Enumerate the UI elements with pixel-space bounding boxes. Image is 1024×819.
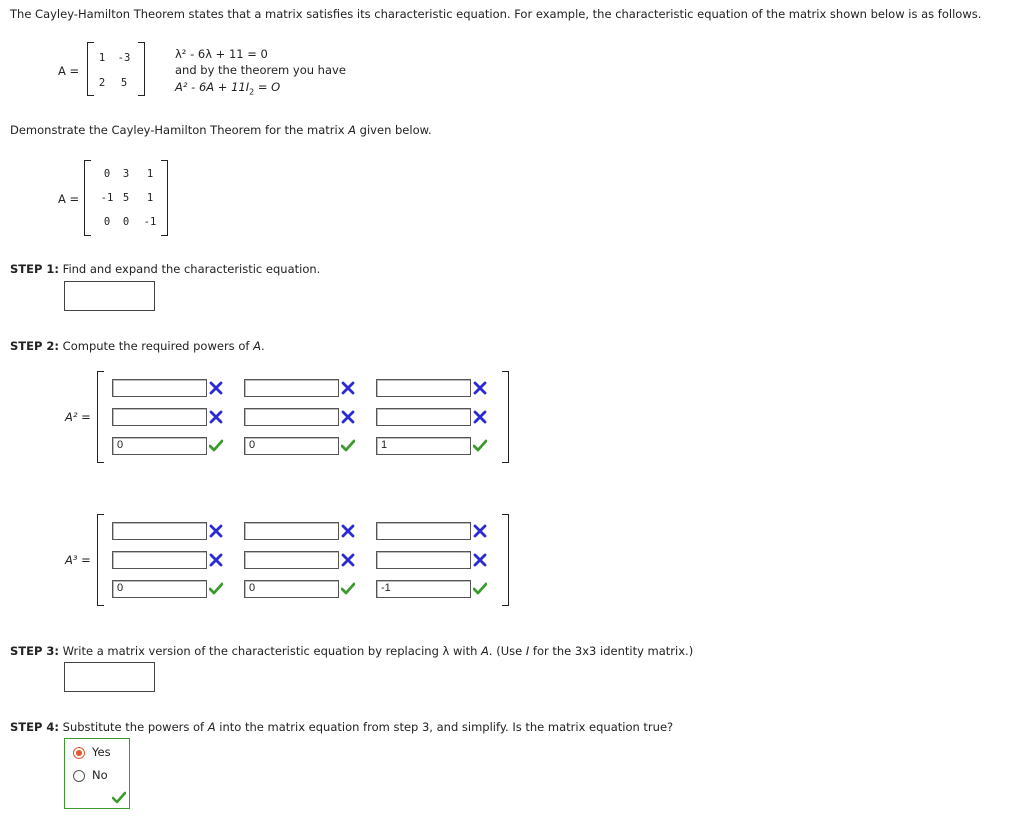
demo-text <box>10 123 432 137</box>
demo-cell: 5 <box>122 192 130 204</box>
a3-input[interactable] <box>376 522 471 540</box>
a2-input[interactable] <box>112 379 207 397</box>
a3-label: A³ = <box>65 553 91 567</box>
step2-text-suffix: . <box>260 339 265 353</box>
step2-title: STEP 2: <box>10 339 60 353</box>
example-char-eq: λ² - 6λ + 11 = 0 <box>175 47 268 61</box>
step2-heading <box>10 339 265 353</box>
bracket-left <box>84 160 91 236</box>
step1-text: Find and expand the characteristic equation. <box>62 262 321 276</box>
step2-text: Compute the required powers of <box>62 339 254 353</box>
step3-text: Write a matrix version of the characteristic equation by replacing λ with <box>62 644 482 658</box>
a2-bracket-left <box>97 371 104 463</box>
x-icon <box>209 524 223 538</box>
example-matrix-eq <box>175 80 280 96</box>
step3-answer-box[interactable] <box>64 662 155 692</box>
a3-input[interactable]: -1 <box>376 580 471 598</box>
example-matrix-eq-end: = O <box>254 80 281 94</box>
example-cell: 2 <box>98 77 106 89</box>
example-matrix-eq-main: A² - 6A + 11I <box>175 80 250 94</box>
demo-text-var: A <box>348 123 357 137</box>
a2-input[interactable] <box>112 408 207 426</box>
a2-input[interactable] <box>244 408 339 426</box>
demo-text-suffix: given below. <box>356 123 432 137</box>
radio-no[interactable] <box>73 770 85 782</box>
demo-cell: -1 <box>100 192 114 204</box>
x-icon <box>473 410 487 424</box>
demo-cell: 1 <box>146 168 154 180</box>
step4-title: STEP 4: <box>10 720 60 734</box>
x-icon <box>209 553 223 567</box>
check-icon <box>112 791 126 805</box>
x-icon <box>341 553 355 567</box>
radio-yes[interactable] <box>73 747 85 759</box>
step4-text-var: A <box>207 720 216 734</box>
step3-text-var2: I <box>525 644 530 658</box>
step4-answer-box <box>64 738 130 809</box>
check-icon <box>209 582 223 596</box>
step4-text: Substitute the powers of <box>62 720 208 734</box>
a2-input[interactable]: 0 <box>112 437 207 455</box>
a3-input[interactable] <box>112 522 207 540</box>
bracket-right <box>138 42 145 96</box>
a2-input[interactable] <box>376 379 471 397</box>
x-icon <box>473 381 487 395</box>
a2-input[interactable] <box>376 408 471 426</box>
a3-input[interactable] <box>244 551 339 569</box>
a3-input[interactable] <box>112 551 207 569</box>
x-icon <box>473 553 487 567</box>
demo-text-prefix: Demonstrate the Cayley-Hamilton Theorem for the matrix <box>10 123 349 137</box>
option-yes-label: Yes <box>92 745 111 759</box>
step3-text-mid: . (Use <box>488 644 526 658</box>
check-icon <box>341 582 355 596</box>
option-no-label: No <box>92 768 108 782</box>
x-icon <box>209 410 223 424</box>
step1-heading <box>10 262 320 276</box>
step4-heading <box>10 720 673 734</box>
demo-cell: -1 <box>143 216 157 228</box>
step3-text-suffix: for the 3x3 identity matrix.) <box>529 644 694 658</box>
a2-input[interactable]: 0 <box>244 437 339 455</box>
example-matrix-eq-sub: 2 <box>249 87 255 97</box>
a2-input[interactable]: 1 <box>376 437 471 455</box>
a3-bracket-left <box>97 514 104 606</box>
intro-text: The Cayley-Hamilton Theorem states that a matrix satisfies its characteristic equation. For example, the characteristic equation of the matrix shown below is as follows. <box>10 7 982 21</box>
step3-title: STEP 3: <box>10 644 60 658</box>
bracket-right <box>161 160 168 236</box>
a3-bracket-right <box>502 514 509 606</box>
example-theorem-text: and by the theorem you have <box>175 63 346 77</box>
x-icon <box>209 381 223 395</box>
example-cell: 1 <box>98 52 106 64</box>
demo-cell: 1 <box>146 192 154 204</box>
example-cell: -3 <box>117 52 131 64</box>
step1-answer-box[interactable] <box>64 281 155 311</box>
check-icon <box>209 439 223 453</box>
step1-title: STEP 1: <box>10 262 60 276</box>
a3-input[interactable]: 0 <box>244 580 339 598</box>
a2-bracket-right <box>502 371 509 463</box>
x-icon <box>341 524 355 538</box>
check-icon <box>473 582 487 596</box>
demo-cell: 0 <box>103 216 111 228</box>
demo-cell: 0 <box>103 168 111 180</box>
step3-text-var: A <box>481 644 489 658</box>
demo-matrix-label: A = <box>58 192 80 206</box>
step3-heading <box>10 644 693 658</box>
check-icon <box>473 439 487 453</box>
check-icon <box>341 439 355 453</box>
x-icon <box>473 524 487 538</box>
x-icon <box>341 381 355 395</box>
demo-cell: 0 <box>122 216 130 228</box>
demo-cell: 3 <box>122 168 130 180</box>
example-cell: 5 <box>120 77 128 89</box>
a3-input[interactable] <box>244 522 339 540</box>
x-icon <box>341 410 355 424</box>
step4-text-suffix: into the matrix equation from step 3, and simplify. Is the matrix equation true? <box>215 720 674 734</box>
step2-text-var: A <box>253 339 261 353</box>
a3-input[interactable] <box>376 551 471 569</box>
example-matrix-label: A = <box>58 64 80 78</box>
a3-input[interactable]: 0 <box>112 580 207 598</box>
a2-input[interactable] <box>244 379 339 397</box>
a2-label: A² = <box>65 410 91 424</box>
